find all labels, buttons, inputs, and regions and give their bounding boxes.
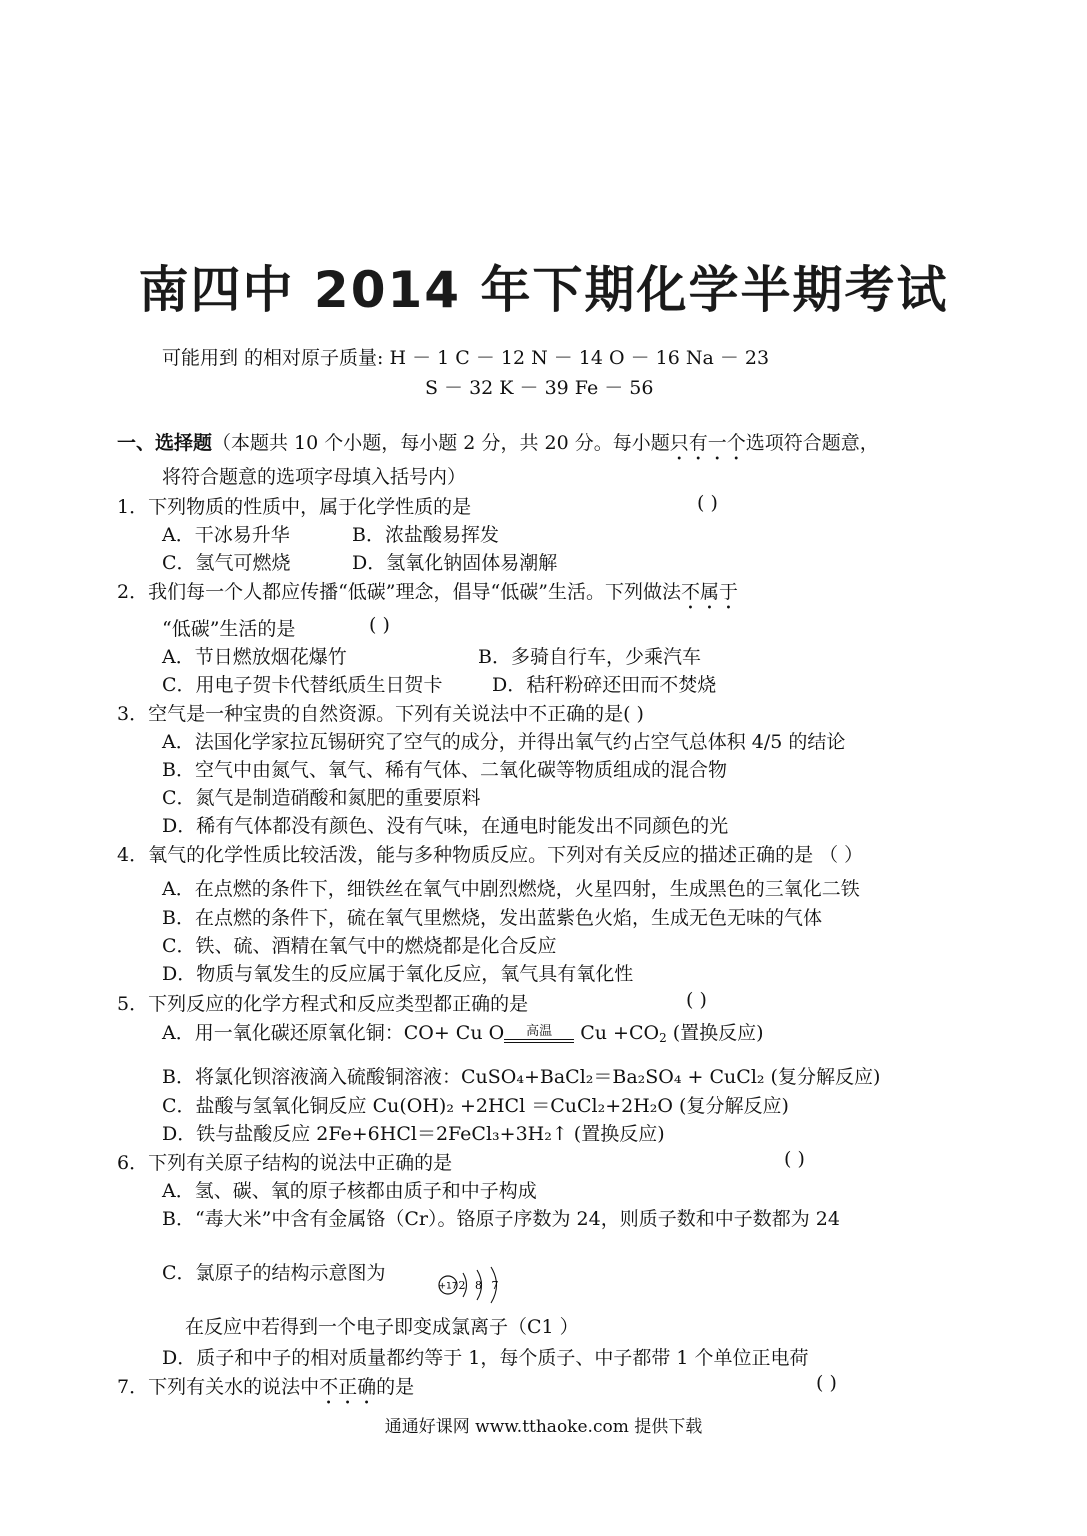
page-title: 南四中 2014 年下期化学半期考试	[138, 261, 949, 319]
question-1-stem: 1．下列物质的性质中，属于化学性质的是	[117, 496, 472, 518]
question-1-option-a: A．干冰易升华	[162, 524, 290, 546]
question-7-stem-b: 的是	[376, 1376, 415, 1398]
question-5-stem: 5．下列反应的化学方程式和反应类型都正确的是	[117, 993, 529, 1015]
question-5-option-a	[162, 1018, 764, 1045]
question-6-option-a: A．氢、碳、氧的原子核都由质子和中子构成	[162, 1180, 537, 1202]
question-2-option-a: A．节日燃放烟花爆竹	[162, 646, 347, 668]
question-3-option-a: A．法国化学家拉瓦锡研究了空气的成分，并得出氧气约占空气总体积 4/5 的结论	[162, 731, 846, 753]
question-6-answer-paren: ( )	[784, 1148, 805, 1170]
question-6-option-c: C．氯原子的结构示意图为	[162, 1262, 386, 1284]
question-5-option-b: B．将氯化钡溶液滴入硫酸铜溶液：CuSO₄+BaCl₂＝Ba₂SO₄ + CuCl₂ (复分解反应)	[162, 1066, 881, 1088]
question-2-option-c: C．用电子贺卡代替纸质生日贺卡	[162, 674, 443, 696]
question-2-stem-a: 2．我们每一个人都应传播“低碳”理念，倡导“低碳”生活。下列做法	[117, 581, 681, 603]
nucleus-charge: +17	[438, 1281, 458, 1292]
q5a-reactants: A．用一氧化碳还原氧化铜：CO+ Cu O	[162, 1022, 505, 1044]
question-2-stem-line2: “低碳”生活的是	[162, 618, 296, 640]
question-3-option-d: D．稀有气体都没有颜色、没有气味，在通电时能发出不同颜色的光	[162, 815, 729, 837]
question-2-stem	[117, 577, 738, 614]
question-6-stem: 6．下列有关原子结构的说法中正确的是	[117, 1152, 453, 1174]
q5a-type: (置换反应)	[666, 1022, 764, 1044]
section-intro-b: 选项符合题意，	[745, 432, 879, 454]
question-7-stem-emphasis: 不正确	[319, 1376, 377, 1398]
question-3-stem: 3．空气是一种宝贵的自然资源。下列有关说法中不正确的是( )	[117, 703, 644, 725]
question-3-option-b: B．空气中由氮气、氧气、稀有气体、二氧化碳等物质组成的混合物	[162, 759, 727, 781]
question-7-stem	[117, 1372, 414, 1409]
question-6-option-b: B．“毒大米”中含有金属铬（Cr）。铬原子序数为 24，则质子数和中子数都为 24	[162, 1208, 840, 1230]
question-5-option-c: C．盐酸与氢氧化铜反应 Cu(OH)₂ +2HCl ＝CuCl₂+2H₂O (复分解反应)	[162, 1095, 789, 1117]
question-1-option-d: D．氢氧化钠固体易潮解	[352, 552, 558, 574]
section-intro-a: （本题共 10 个小题，每小题 2 分，共 20 分。每小题	[212, 432, 670, 454]
question-4-option-b: B．在点燃的条件下，硫在氧气里燃烧，发出蓝紫色火焰，生成无色无味的气体	[162, 907, 822, 929]
section-intro-emphasis: 只有一个	[669, 432, 746, 454]
question-2-option-b: B．多骑自行车，少乘汽车	[478, 646, 701, 668]
atomic-masses-line2: S － 32 K － 39 Fe － 56	[425, 377, 654, 399]
question-1-answer-paren: ( )	[697, 492, 718, 514]
question-2-stem-emphasis: 不属于	[680, 581, 738, 603]
question-2-option-d: D．秸秆粉碎还田而不焚烧	[492, 674, 717, 696]
electron-shells: 2 8 7	[458, 1279, 502, 1292]
q5a-products: Cu +CO	[574, 1022, 660, 1044]
question-7-stem-a: 7．下列有关水的说法中	[117, 1376, 320, 1398]
reaction-arrow	[504, 1025, 574, 1043]
question-6-option-d: D．质子和中子的相对质量都约等于 1，每个质子、中子都带 1 个单位正电荷	[162, 1347, 809, 1369]
question-6-option-c-line2: 在反应中若得到一个电子即变成氯离子（C1 ）	[185, 1316, 579, 1338]
section-intro-line2: 将符合题意的选项字母填入括号内）	[162, 466, 467, 488]
question-4-option-c: C．铁、硫、酒精在氧气中的燃烧都是化合反应	[162, 935, 557, 957]
question-1-option-c: C．氢气可燃烧	[162, 552, 291, 574]
question-4-option-d: D．物质与氧发生的反应属于氧化反应，氧气具有氧化性	[162, 963, 634, 985]
q5a-subscript: 2	[659, 1031, 667, 1045]
question-3-option-c: C．氮气是制造硝酸和氮肥的重要原料	[162, 787, 481, 809]
reaction-condition: 高温	[526, 1024, 553, 1039]
question-5-option-d: D．铁与盐酸反应 2Fe+6HCl＝2FeCl₃+3H₂↑ (置换反应)	[162, 1123, 665, 1145]
question-4-option-a: A．在点燃的条件下，细铁丝在氧气中剧烈燃烧，火星四射，生成黑色的三氧化二铁	[162, 878, 860, 900]
question-1-option-b: B．浓盐酸易挥发	[352, 524, 499, 546]
footer: 通通好课网 www.tthaoke.com 提供下载	[384, 1417, 703, 1437]
question-2-answer-paren: ( )	[369, 614, 390, 636]
section-title: 一、选择题	[117, 432, 213, 454]
chlorine-atom-diagram	[436, 1265, 516, 1305]
question-7-answer-paren: ( )	[816, 1372, 837, 1394]
question-4-stem: 4．氧气的化学性质比较活泼，能与多种物质反应。下列对有关反应的描述正确的是 （ ）	[117, 844, 864, 866]
question-5-answer-paren: ( )	[686, 989, 707, 1011]
section-heading	[117, 428, 879, 465]
atomic-masses-line1: 可能用到 的相对原子质量: H － 1 C － 12 N － 14 O － 16 Na － 23	[162, 347, 770, 369]
